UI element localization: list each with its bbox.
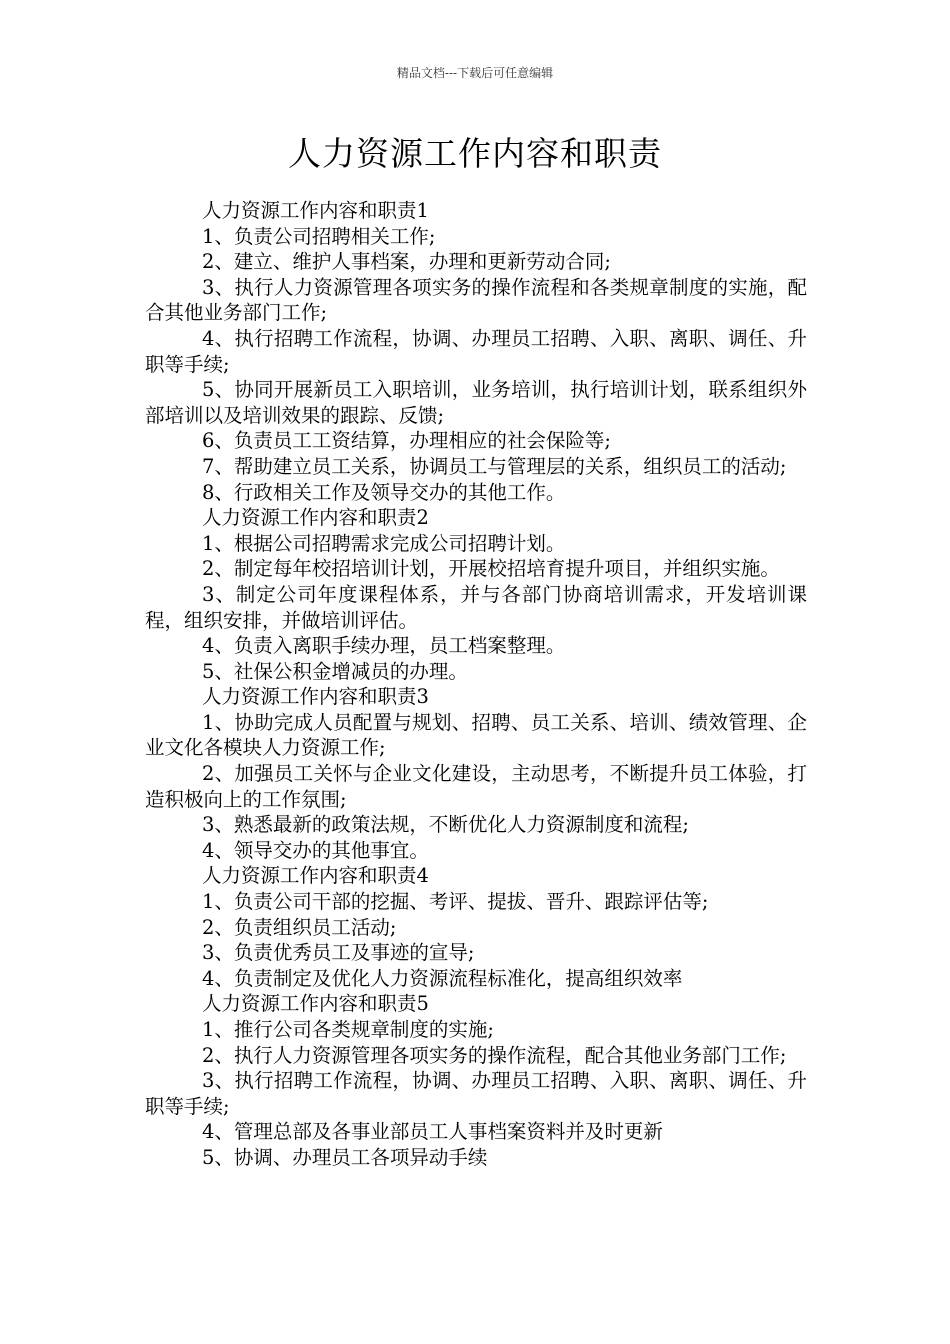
paragraph: 6、负责员工工资结算，办理相应的社会保险等; [202, 429, 611, 453]
document-body [145, 198, 807, 1171]
paragraph: 1、根据公司招聘需求完成公司招聘计划。 [202, 531, 566, 555]
page-header: 精品文档---下载后可任意编辑 [396, 66, 554, 80]
paragraph: 1、协助完成人员配置与规划、招聘、员工关系、培训、绩效管理、企业文化各模块人力资源工作; [145, 710, 807, 760]
paragraph: 5、协同开展新员工入职培训，业务培训，执行培训计划，联系组织外部培训以及培训效果的跟踪、反馈; [145, 378, 807, 427]
paragraph: 人力资源工作内容和职责2 [202, 506, 429, 530]
paragraph: 人力资源工作内容和职责4 [202, 864, 429, 888]
paragraph: 2、建立、维护人事档案，办理和更新劳动合同; [202, 250, 611, 274]
paragraph: 3、负责优秀员工及事迹的宣导; [202, 941, 475, 965]
paragraph: 1、负责公司招聘相关工作; [202, 224, 436, 248]
paragraph: 3、执行招聘工作流程，协调、办理员工招聘、入职、离职、调任、升职等手续; [145, 1069, 807, 1118]
paragraph: 1、负责公司干部的挖掘、考评、提拔、晋升、跟踪评估等; [202, 890, 709, 914]
paragraph: 5、社保公积金增减员的办理。 [202, 659, 468, 683]
paragraph: 5、协调、办理员工各项异动手续 [202, 1145, 488, 1169]
paragraph: 人力资源工作内容和职责3 [202, 685, 429, 709]
paragraph: 人力资源工作内容和职责5 [202, 992, 429, 1016]
paragraph: 4、管理总部及各事业部员工人事档案资料并及时更新 [202, 1120, 663, 1144]
paragraph: 2、加强员工关怀与企业文化建设，主动思考，不断提升员工体验，打造积极向上的工作氛围; [145, 762, 807, 811]
paragraph: 4、负责制定及优化人力资源流程标准化，提高组织效率 [202, 966, 683, 990]
paragraph: 2、负责组织员工活动; [202, 915, 397, 939]
paragraph: 人力资源工作内容和职责1 [202, 199, 429, 222]
paragraph: 4、领导交办的其他事宜。 [202, 838, 429, 862]
paragraph: 7、帮助建立员工关系，协调员工与管理层的关系，组织员工的活动; [202, 454, 787, 478]
paragraph: 3、熟悉最新的政策法规，不断优化人力资源制度和流程; [202, 813, 689, 837]
paragraph: 4、负责入离职手续办理，员工档案整理。 [202, 634, 566, 658]
paragraph: 8、行政相关工作及领导交办的其他工作。 [202, 480, 566, 504]
page-title: 人力资源工作内容和职责 [288, 134, 662, 173]
paragraph: 2、执行人力资源管理各项实务的操作流程，配合其他业务部门工作; [202, 1043, 787, 1067]
paragraph: 3、制定公司年度课程体系，并与各部门协商培训需求，开发培训课程，组织安排，并做培训评估。 [145, 582, 807, 632]
paragraph: 1、推行公司各类规章制度的实施; [202, 1018, 494, 1041]
paragraph: 3、执行人力资源管理各项实务的操作流程和各类规章制度的实施，配合其他业务部门工作; [145, 275, 807, 325]
paragraph: 4、执行招聘工作流程，协调、办理员工招聘、入职、离职、调任、升职等手续; [145, 326, 807, 376]
paragraph: 2、制定每年校招培训计划，开展校招培育提升项目，并组织实施。 [202, 557, 780, 581]
